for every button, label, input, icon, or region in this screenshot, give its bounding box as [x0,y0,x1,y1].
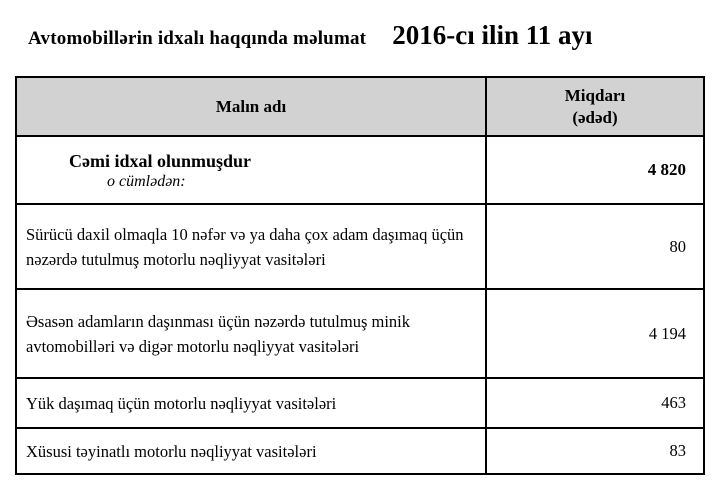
row-value: 463 [486,378,704,428]
table-row-passenger-cars [16,289,704,378]
row-label: Sürücü daxil olmaqla 10 nəfər və ya daha çox adam daşımaq üçün nəzərdə tutulmuş motorlu nəqliyyat vasitələri [16,204,486,289]
row-label: Xüsusi təyinatlı motorlu nəqliyyat vasitələri [16,428,486,474]
column-header-name: Malın adı [16,77,486,136]
row-label: Əsasən adamların daşınması üçün nəzərdə tutulmuş minik avtomobilləri və digər motorlu nəqliyyat vasitələri [16,289,486,378]
total-sublabel: o cümlədən: [107,172,186,190]
column-header-quantity-line2: (ədəd) [572,107,618,127]
table-row-trucks [16,378,704,428]
row-value: 80 [486,204,704,289]
row-value: 83 [486,428,704,474]
page-title: Avtomobillərin idxalı haqqında məlumat [28,28,367,49]
total-value: 4 820 [486,136,704,204]
total-label: Cəmi idxal olunmuşdur [69,150,252,171]
column-header-quantity [486,77,704,136]
table-header-row [16,77,704,136]
report-period: 2016-cı ilin 11 ayı [392,20,593,50]
total-label-cell [16,136,486,204]
column-header-quantity-line1: Miqdarı [564,85,626,105]
import-table [15,76,705,475]
table-row-total [16,136,704,204]
row-value: 4 194 [486,289,704,378]
table-row-buses [16,204,704,289]
row-label: Yük daşımaq üçün motorlu nəqliyyat vasitələri [16,378,486,428]
table-row-special-purpose [16,428,704,474]
title-row [28,20,592,51]
